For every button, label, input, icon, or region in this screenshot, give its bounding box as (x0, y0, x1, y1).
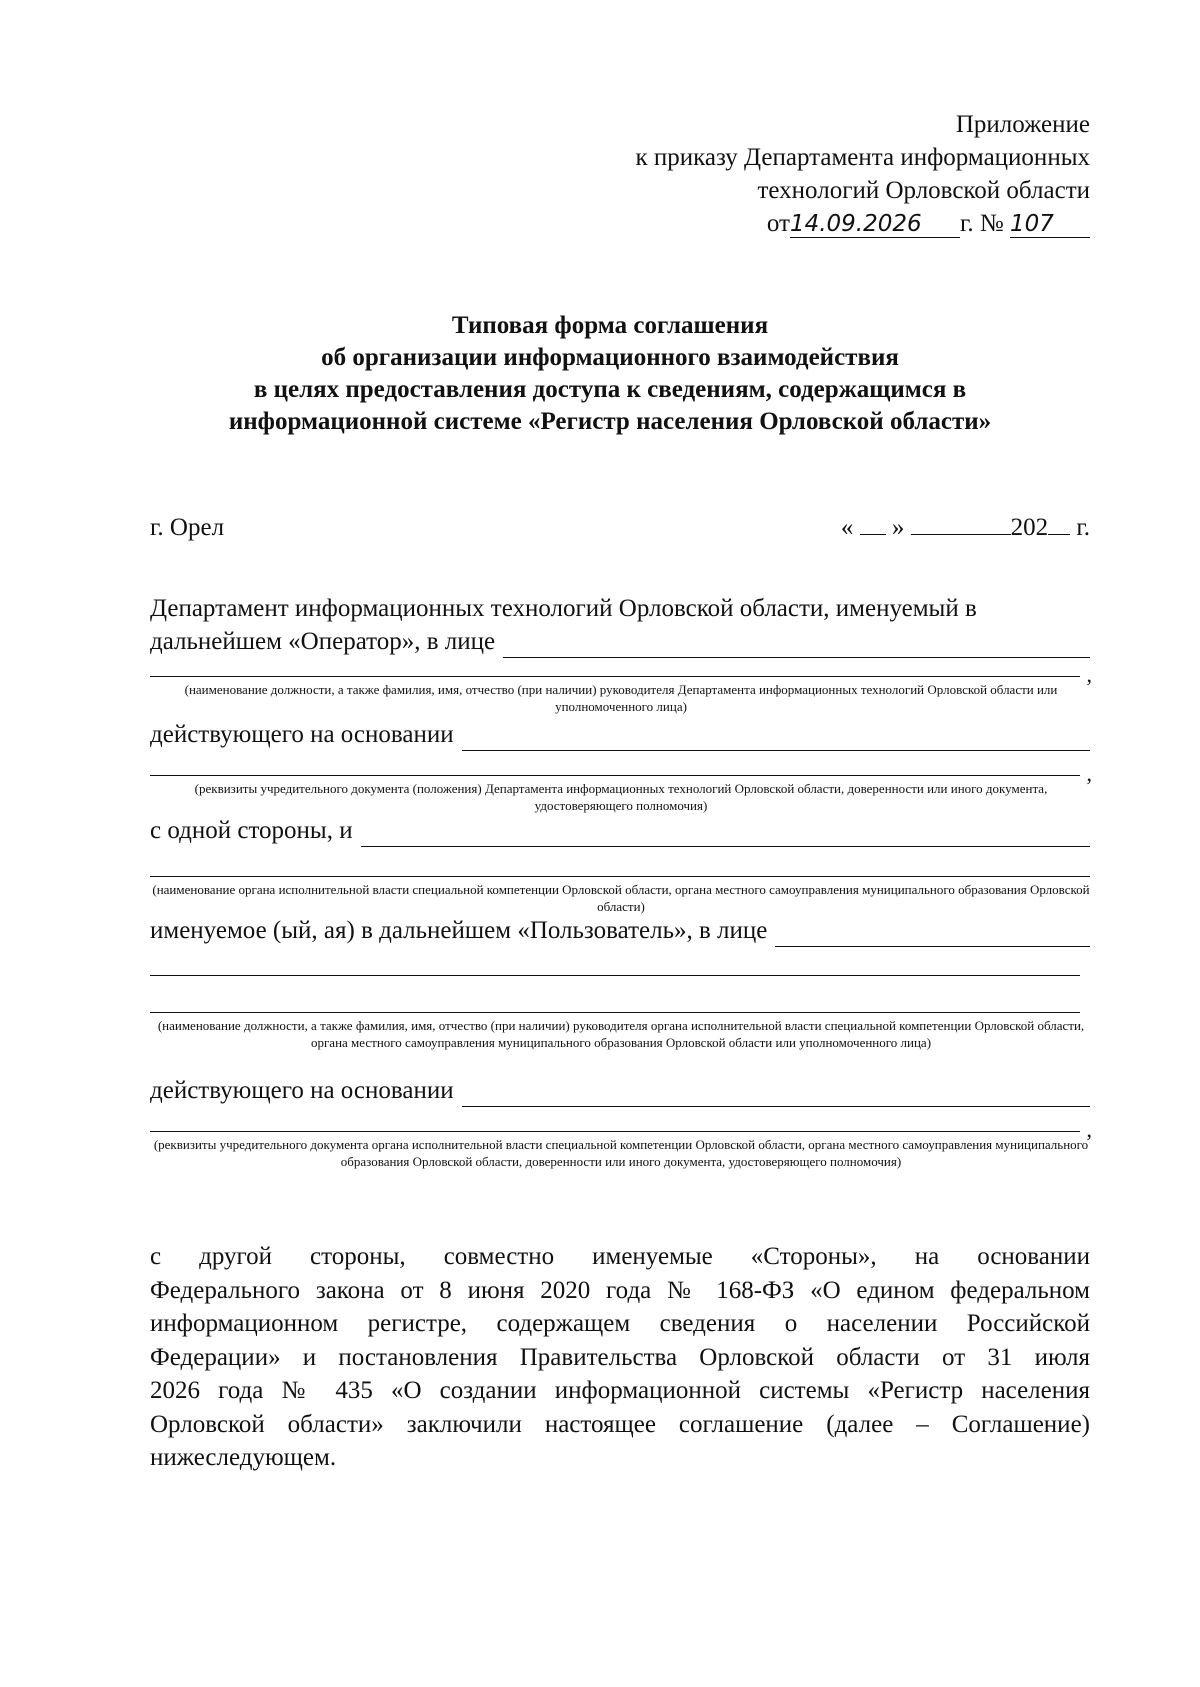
closing-line: нижеследующем. (150, 1444, 337, 1471)
annex-order-ref: к приказу Департамента информационных (635, 144, 1090, 171)
intro-line-1 (150, 593, 1090, 625)
date-year-suffix: г. (1076, 514, 1090, 541)
closing-line: Федерации» и постановления Правительства Орловской области от 31 июля (150, 1343, 1090, 1371)
closing-line: 2026 года № 435 «О создании информационной системы «Регистр населения (150, 1377, 1090, 1404)
handwritten-date: 14.09.2026 (790, 211, 960, 238)
intro-text-1: Департамент информационных технологий Орловской области, именуемый в (150, 595, 977, 622)
user-named-line (150, 915, 1090, 947)
annex-number-sign: № (979, 210, 1004, 237)
operator-basis-blank (462, 726, 1090, 751)
operator-representative-blank (503, 633, 1090, 658)
acting-text-2: действующего на основании (150, 1077, 454, 1104)
operator-basis-rule (150, 775, 1080, 776)
title-line-3: в целях предоставления доступа к сведениям, содержащимся в (253, 376, 967, 403)
hint-operator-basis: (реквизиты учредительного документа (положения) Департамента информационных технологий Орловской области, доверенности или иного документа, удостоверяющего полномочия) (194, 781, 1048, 813)
closing-line: Федерального закона от 8 июня 2020 года № 168-ФЗ «О едином федеральном (150, 1276, 1090, 1304)
place: г. Орел (150, 514, 225, 541)
hint-user-basis: (реквизиты учредительного документа органа исполнительной власти специальной компетенции Орловской области, органа местного самоуправления муниципального образования Орловской области, доверенности или иного документа, удостоверяющего полномочия) (153, 1137, 1089, 1169)
annex-date-number (635, 207, 1090, 240)
user-org-rule (150, 876, 1090, 877)
closing-line: Орловской области» заключили настоящее соглашение (далее – Соглашение) (150, 1410, 1090, 1438)
closing-line: информационном регистре, содержащем сведения о населении Российской (150, 1310, 1090, 1337)
acting-line-1 (150, 719, 1090, 751)
annex-from-label: от (766, 210, 790, 237)
comma-2: , (1086, 761, 1092, 786)
month-blank (911, 512, 1011, 535)
acting-line-2 (150, 1075, 1090, 1107)
day-blank (860, 512, 886, 535)
date-template (841, 512, 1090, 544)
handwritten-number: 107 (1010, 211, 1090, 238)
document-title (130, 310, 1090, 438)
year-blank (1048, 512, 1070, 535)
date-open-quote: « (840, 514, 854, 541)
user-representative-rule-2 (150, 1012, 1080, 1013)
user-representative-rule-1 (150, 975, 1080, 976)
date-close-quote: » (891, 514, 905, 541)
title-line-1: Типовая форма соглашения (451, 312, 769, 339)
annex-header (635, 108, 1090, 240)
operator-representative-rule (150, 676, 1080, 677)
hint-operator-representative: (наименование должности, а также фамилия, имя, отчество (при наличии) руководителя Департамента информационных технологий Орловской области или уполномоченного лица) (184, 682, 1058, 714)
user-basis-rule (150, 1131, 1080, 1132)
title-line-4: информационной системе «Регистр населения Орловской области» (228, 408, 992, 435)
user-named-text: именуемое (ый, ая) в дальнейшем «Пользователь», в лице (150, 917, 768, 944)
one-side-text: с одной стороны, и (150, 817, 353, 844)
hint-user-representative: (наименование должности, а также фамилия, имя, отчество (при наличии) руководителя органа исполнительной власти специальной компетенции Орловской области, органа местного самоуправления муниципального образования Орловской области или уполномоченного лица) (157, 1018, 1085, 1050)
comma-3: , (1086, 1117, 1092, 1142)
acting-text-1: действующего на основании (150, 721, 454, 748)
title-line-2: об организации информационного взаимодействия (321, 344, 899, 371)
date-year: 202 (1010, 514, 1049, 541)
comma-1: , (1086, 662, 1092, 687)
closing-paragraph (150, 1240, 1090, 1475)
hint-user-org: (наименование органа исполнительной власти специальной компетенции Орловской области, органа местного самоуправления муниципального образования Орловской области) (152, 882, 1090, 914)
annex-title: Приложение (955, 111, 1090, 138)
annex-department: технологий Орловской области (757, 177, 1090, 204)
user-basis-blank (462, 1082, 1090, 1107)
user-org-blank (361, 822, 1090, 847)
intro-line-2 (150, 626, 1090, 658)
intro-text-2: дальнейшем «Оператор», в лице (150, 628, 496, 655)
one-side-line (150, 815, 1090, 847)
annex-year-suffix: г. (959, 210, 974, 237)
user-representative-blank (775, 922, 1090, 947)
closing-line: с другой стороны, совместно именуемые «Стороны», на основании (150, 1243, 1090, 1270)
